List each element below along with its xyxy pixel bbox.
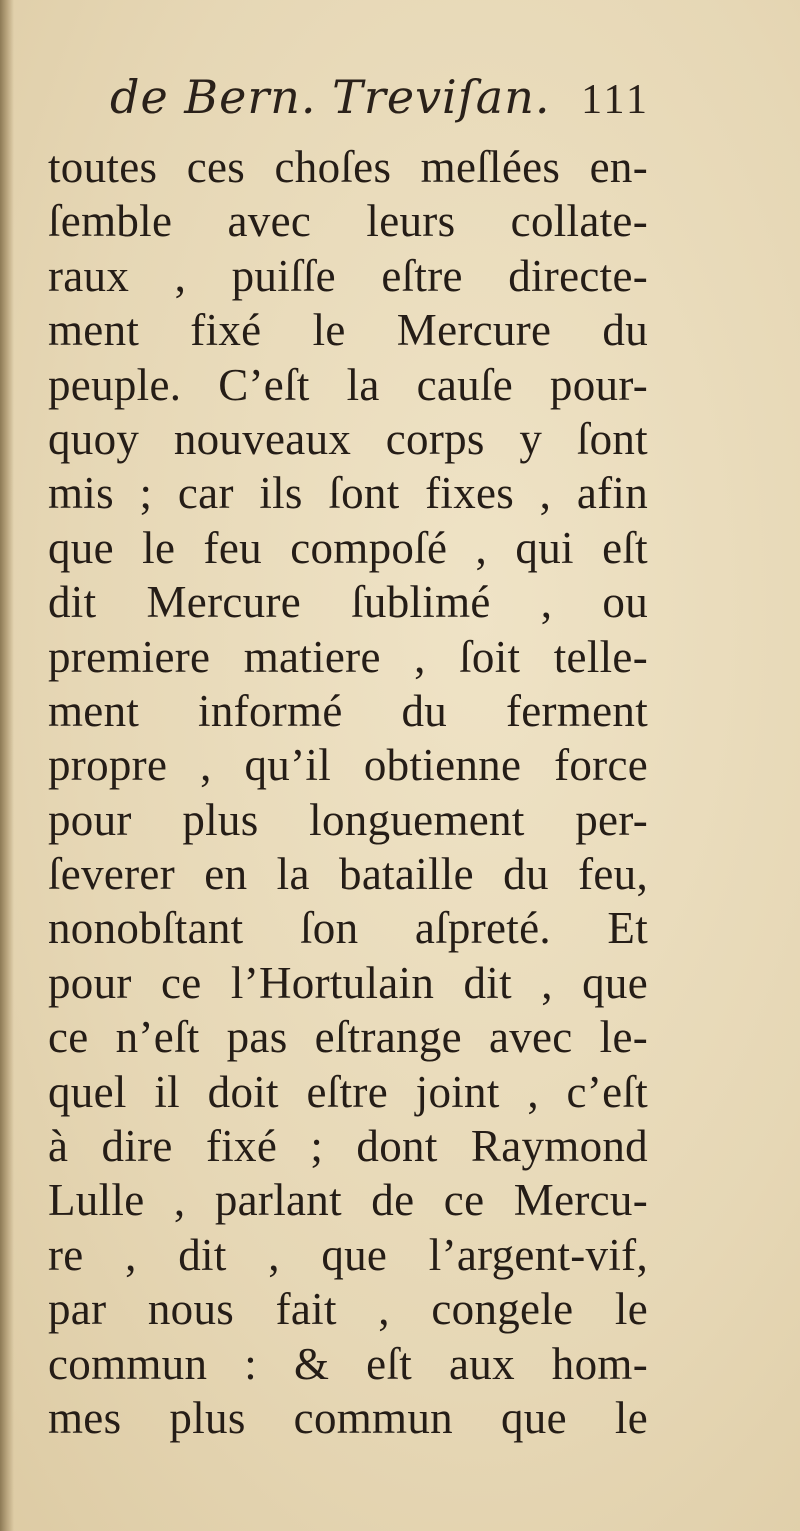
text-line: pour plus longuement per- xyxy=(48,794,648,845)
page-header xyxy=(110,62,650,142)
text-line: re , dit , que l’argent-vif, xyxy=(48,1229,648,1280)
text-line: quoy nouveaux corps y ſont xyxy=(48,413,648,464)
text-line: à dire fixé ; dont Raymond xyxy=(48,1121,648,1172)
text-line: pour ce l’Hortulain dit , que xyxy=(48,957,648,1008)
text-line: ſeverer en la bataille du feu, xyxy=(48,849,648,900)
text-line: commun : & eſt aux hom- xyxy=(48,1338,648,1389)
text-line: Lulle , parlant de ce Mercu- xyxy=(48,1175,648,1226)
text-line: ce n’eſt pas eſtrange avec le- xyxy=(48,1012,648,1063)
text-line: propre , qu’il obtienne force xyxy=(48,740,648,791)
text-line: nonobſtant ſon aſpreté. Et xyxy=(48,903,648,954)
text-line: ſemble avec leurs collate- xyxy=(48,196,648,247)
text-line: par nous fait , congele le xyxy=(48,1284,648,1335)
text-line: peuple. C’eſt la cauſe pour- xyxy=(48,359,648,410)
text-line: toutes ces choſes meſlées en- xyxy=(48,142,648,192)
text-line: raux , puiſſe eſtre directe- xyxy=(48,250,648,301)
running-head: de Bern. Treviſan. xyxy=(110,70,551,124)
text-line: ment fixé le Mercure du xyxy=(48,305,648,356)
body-text xyxy=(48,140,648,1445)
text-line: premiere matiere , ſoit telle- xyxy=(48,631,648,682)
text-line: quel il doit eſtre joint , c’eſt xyxy=(48,1066,648,1117)
text-line: mis ; car ils ſont fixes , afin xyxy=(48,468,648,519)
text-line: ment informé du ferment xyxy=(48,685,648,736)
page-gutter xyxy=(0,0,14,1531)
text-line: mes plus commun que le xyxy=(48,1392,648,1443)
text-line: que le feu compoſé , qui eſt xyxy=(48,522,648,573)
page-number: 111 xyxy=(581,77,650,123)
text-line: dit Mercure ſublimé , ou xyxy=(48,577,648,628)
